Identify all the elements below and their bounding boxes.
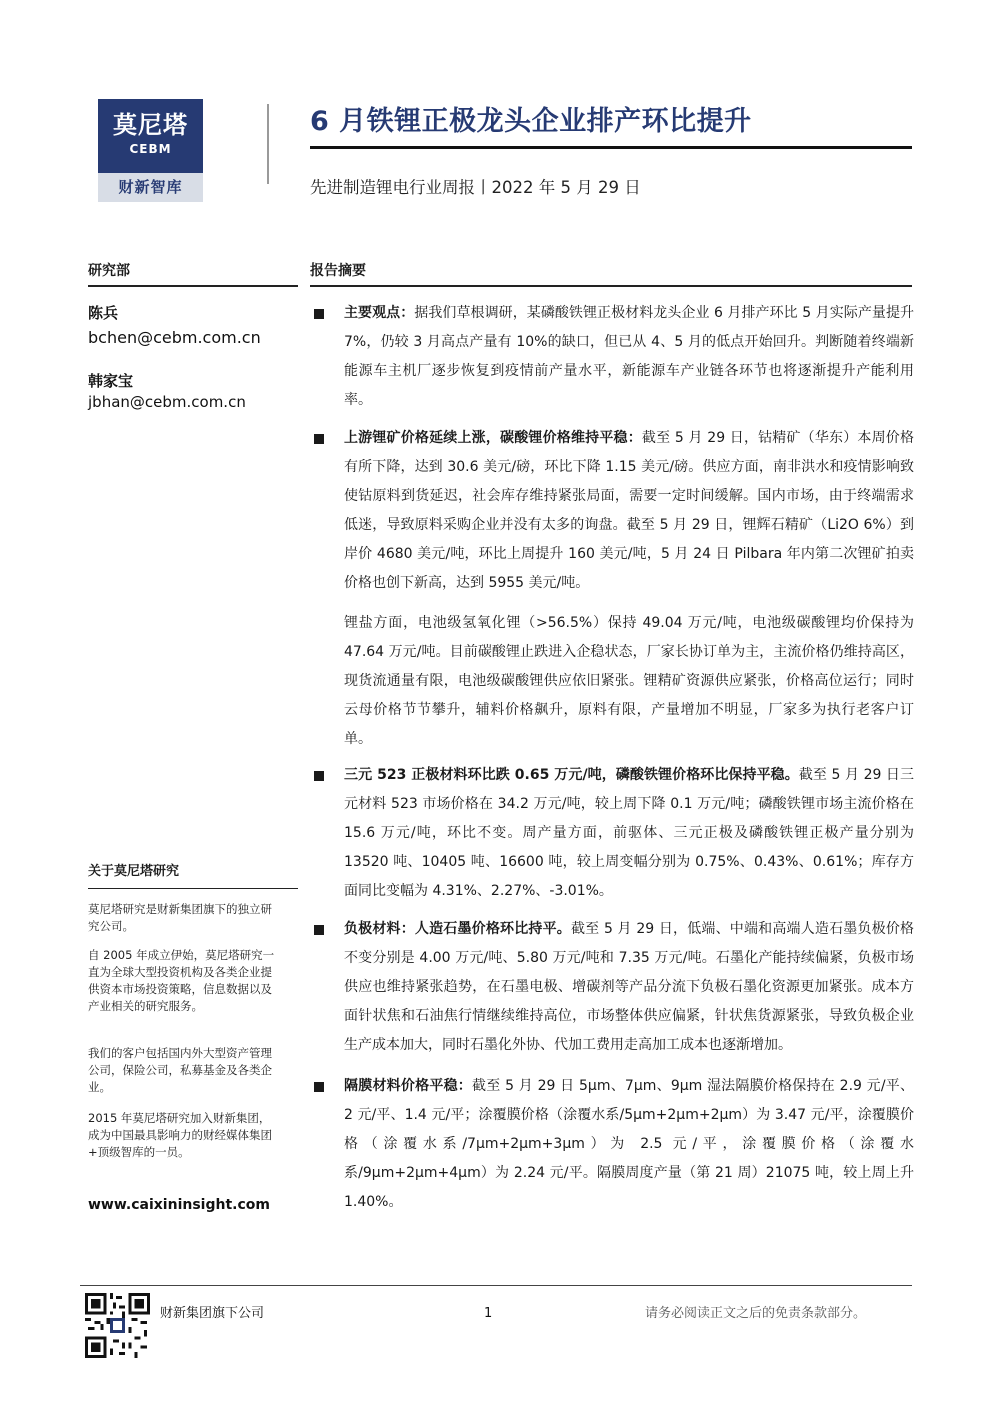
header-divider xyxy=(267,104,269,184)
about-paragraph: 2015 年莫尼塔研究加入财新集团，成为中国最具影响力的财经媒体集团+顶级智库的一员。 xyxy=(88,1111,272,1159)
website-link[interactable]: www.caixininsight.com xyxy=(88,1197,270,1213)
summary-item-lead: 隔膜材料价格平稳： xyxy=(344,1078,473,1094)
logo-cn-text: 莫尼塔 xyxy=(113,111,188,139)
logo-sub-text: 财新智库 xyxy=(98,173,203,202)
dept-heading: 研究部 xyxy=(88,263,130,279)
summary-heading-rule xyxy=(310,285,912,287)
bullet-marker xyxy=(314,925,324,935)
logo-top-block xyxy=(98,99,203,173)
about-heading-rule xyxy=(88,888,298,889)
summary-item-lead: 上游锂矿价格延续上涨，碳酸锂价格维持平稳： xyxy=(344,430,642,446)
analyst-email[interactable]: jbhan@cebm.com.cn xyxy=(88,393,246,411)
about-heading: 关于莫尼塔研究 xyxy=(88,864,180,879)
bullet-marker xyxy=(314,434,324,444)
cebm-logo xyxy=(98,99,203,202)
summary-item-lead: 主要观点： xyxy=(344,305,415,321)
about-paragraph: 莫尼塔研究是财新集团旗下的独立研究公司。 xyxy=(88,902,272,933)
about-paragraph: 我们的客户包括国内外大型资产管理公司，保险公司，私募基金及各类企业。 xyxy=(88,1046,272,1094)
summary-item-lead: 三元 523 正极材料环比跌 0.65 万元/吨，磷酸铁锂价格环比保持平稳。 xyxy=(344,767,799,783)
analyst-name: 韩家宝 xyxy=(88,372,134,390)
summary-item xyxy=(344,761,914,906)
logo-en-text: CEBM xyxy=(129,142,172,156)
report-subtitle: 先进制造锂电行业周报丨2022 年 5 月 29 日 xyxy=(310,178,641,197)
summary-item-text: 截至 5 月 29 日三元材料 523 市场价格在 34.2 万元/吨，较上周下降 0.1 万元/吨；磷酸铁锂市场主流价格在 15.6 万元/吨，环比不变。周产量方面，前驱体、三元正极及磷酸铁锂正极产量分别为 13520 吨、10405 吨、16600 吨，较上周变幅分别为 0.75%、0.43%、0.61%；库存方面同比变幅为 4.31%、2.27%、-3.01%。 xyxy=(344,767,915,899)
title-rule xyxy=(310,146,912,149)
summary-item xyxy=(344,299,914,415)
footer-rule xyxy=(80,1285,912,1286)
bullet-marker xyxy=(314,1082,324,1092)
summary-item-text: 截至 5 月 29 日 5μm、7μm、9μm 湿法隔膜价格保持在 2.9 元/平、2 元/平、1.4 元/平；涂覆膜价格（涂覆水系/5μm+2μm+2μm）为 3.47 元/平，涂覆膜价格（涂覆水系/7μm+2μm+3μm）为 2.5 元/平，涂覆膜价格（涂覆水系/9μm+2μm+4μm）为 2.24 元/平。隔膜周度产量（第 21 周）21075 吨，较上周上升 1.40%。 xyxy=(344,1078,914,1210)
summary-item-text: 截至 5 月 29 日，钴精矿（华东）本周价格有所下降，达到 30.6 美元/磅，环比下降 1.15 美元/磅。供应方面，南非洪水和疫情影响致使钴原料到货延迟，社会库存维持紧张局面，需要一定时间缓解。国内市场，由于终端需求低迷，导致原料采购企业并没有太多的询盘。截至 5 月 29 日，锂辉石精矿（Li2O 6%）到岸价 4680 美元/吨，环比上周提升 160 美元/吨，5 月 24 日 Pilbara 年内第二次锂矿拍卖价格也创下新高，达到 5955 美元/吨。 xyxy=(344,430,914,591)
summary-item-text: 锂盐方面，电池级氢氧化锂（>56.5%）保持 49.04 万元/吨，电池级碳酸锂均价保持为 47.64 万元/吨。目前碳酸锂止跌进入企稳状态，厂家长协订单为主，主流价格仍维持高区，现货流通量有限，电池级碳酸锂供应依旧紧张。锂精矿资源供应紧张，价格高位运行；同时云母价格节节攀升，辅料价格飙升，原料有限，产量增加不明显，厂家多为执行老客户订单。 xyxy=(344,615,914,747)
summary-item xyxy=(344,609,914,754)
footer-company: 财新集团旗下公司 xyxy=(160,1306,265,1321)
summary-item xyxy=(344,424,914,598)
summary-item xyxy=(344,1072,914,1217)
report-title: 6 月铁锂正极龙头企业排产环比提升 xyxy=(310,106,752,137)
analyst-email[interactable]: bchen@cebm.com.cn xyxy=(88,328,261,347)
summary-item-lead: 负极材料：人造石墨价格环比持平。 xyxy=(344,921,571,937)
summary-item-text: 截至 5 月 29 日，低端、中端和高端人造石墨负极价格不变分别是 4.00 万元/吨、5.80 万元/吨和 7.35 万元/吨。石墨化产能持续偏紧，负极市场供应也维持紧张趋势，在石墨电极、增碳剂等产品分流下负极石墨化资源更加紧张。成本方面针状焦和石油焦行情继续维持高位，市场整体供应偏紧，针状焦货源紧张，导致负极企业生产成本加大，同时石墨化外协、代加工费用走高加工成本也逐渐增加。 xyxy=(344,921,915,1053)
footer-disclaimer: 请务必阅读正文之后的免责条款部分。 xyxy=(645,1306,867,1321)
bullet-marker xyxy=(314,771,324,781)
summary-heading: 报告摘要 xyxy=(310,263,366,279)
page-number: 1 xyxy=(484,1306,493,1321)
summary-item-text: 据我们草根调研，某磷酸铁锂正极材料龙头企业 6 月排产环比 5 月实际产量提升 7%，仍较 3 月高点产量有 10%的缺口，但已从 4、5 月的低点开始回升。判断随着终端新能源车主机厂逐步恢复到疫情前产量水平，新能源车产业链各环节也将逐渐提升产能利用率。 xyxy=(344,305,914,408)
qr-code-icon xyxy=(85,1293,150,1358)
analyst-name: 陈兵 xyxy=(88,304,119,322)
bullet-marker xyxy=(314,309,324,319)
about-paragraph: 自 2005 年成立伊始，莫尼塔研究一直为全球大型投资机构及各类企业提供资本市场投资策略，信息数据以及产业相关的研究服务。 xyxy=(88,948,275,1013)
dept-heading-rule xyxy=(88,285,298,287)
summary-item xyxy=(344,915,914,1060)
